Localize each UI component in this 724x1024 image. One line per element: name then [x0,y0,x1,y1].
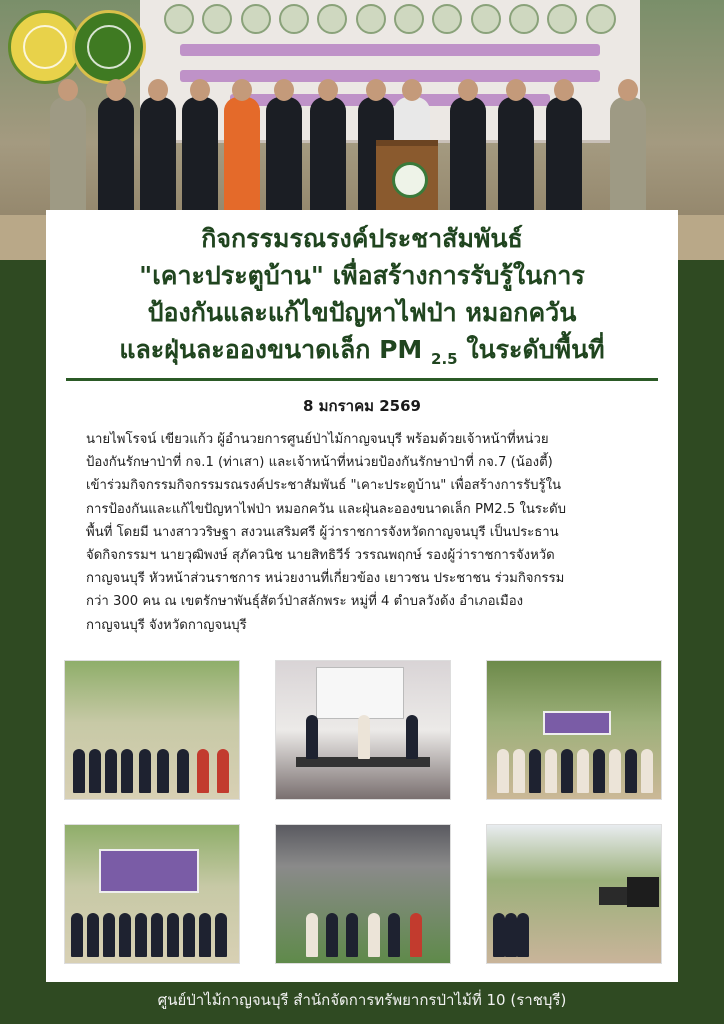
agency-logo-icon [241,4,271,34]
content-card [46,210,678,982]
headline-line-3: ป้องกันและแก้ไขปัญหาไฟป่า หมอกควัน [147,298,577,327]
royal-forest-department-seal-icon [8,10,82,84]
headline-line-2: "เคาะประตูบ้าน" เพื่อสร้างการรับรู้ในการ [139,261,585,290]
person [50,97,86,215]
article-body [86,428,642,637]
forest-center-seal-icon [72,10,146,84]
campaign-crowd-photo [486,660,662,800]
agency-logo-icon [586,4,616,34]
person [140,97,176,215]
body-line: กาญจนบุรี หัวหน้าส่วนราชการ หน่วยงานที่เกี่ยวข้อง เยาวชน ประชาชน ร่วมกิจกรรม [86,571,565,587]
divider [66,378,658,381]
person [182,97,218,215]
agency-logo-icon [164,4,194,34]
uniformed-team-photo [64,824,240,964]
podium-seal-icon [392,162,428,198]
person [546,97,582,215]
headline-line-4 [46,331,678,378]
officials-line [40,85,680,215]
footer-organization: ศูนย์ป่าไม้กาญจนบุรี สำนักจัดการทรัพยากรป่าไม้ที่ 10 (ราชบุรี) [157,991,567,1009]
person [266,97,302,215]
agency-logo-icon [509,4,539,34]
person [498,97,534,215]
person [310,97,346,215]
body-line: นายไพโรจน์ เขียวแก้ว ผู้อำนวยการศูนย์ป่าไม้กาญจนบุรี พร้อมด้วยเจ้าหน้าที่หน่วย [86,432,549,447]
meeting-room-photo [275,660,451,800]
person [450,97,486,215]
pm-subscript: 2.5 [431,350,458,368]
officers-group-photo [64,660,240,800]
body-line: ป้องกันรักษาป่าที่ กจ.1 (ท่าเสา) และเจ้าหน้าที่หน่วยป้องกันรักษาป่าที่ กจ.7 (น้องตี้) [86,455,553,471]
agency-logo-icon [279,4,309,34]
roadside-patrol-photo [486,824,662,964]
agency-logo-icon [356,4,386,34]
agency-logo-icon [202,4,232,34]
agency-logo-icon [394,4,424,34]
agency-logo-icon [471,4,501,34]
tent-ceremony-photo [275,824,451,964]
headline-line-1: กิจกรรมรณรงค์ประชาสัมพันธ์ [201,224,523,253]
body-line: กาญจนบุรี จังหวัดกาญจนบุรี [86,617,247,633]
person [98,97,134,215]
body-line: เข้าร่วมกิจกรรมกิจกรรมรณรงค์ประชาสัมพันธ์ "เคาะประตูบ้าน" เพื่อสร้างการรับรู้ใน [86,478,562,494]
body-line: กว่า 300 คน ณ เขตรักษาพันธุ์สัตว์ป่าสลักพระ หมู่ที่ 4 ตำบลวังด้ง อำเภอเมือง [86,594,524,610]
person [610,97,646,215]
agency-logo-icon [432,4,462,34]
headline-line-4-post: ในระดับพื้นที่ [466,335,605,364]
person [224,97,260,215]
body-line: พื้นที่ โดยมี นางสาววริษฐา สงวนเสริมศรี ผู้ว่าราชการจังหวัดกาญจนบุรี เป็นประธาน [86,524,559,540]
body-line: จัดกิจกรรมฯ นายวุฒิพงษ์ สุภัควนิช นายสิทธิวีร์ วรรณพฤกษ์ รองผู้ว่าราชการจังหวัด [86,548,555,564]
banner-text-line [180,44,600,56]
headline-line-4-pre: และฝุ่นละอองขนาดเล็ก PM [119,335,423,364]
headline [46,220,678,378]
agency-logo-icon [317,4,347,34]
event-date: 8 มกราคม 2569 [302,397,421,415]
agency-logo-icon [547,4,577,34]
body-line: การป้องกันและแก้ไขปัญหาไฟป่า หมอกควัน และฝุ่นละอองขนาดเล็ก PM2.5 ในระดับ [86,501,567,517]
